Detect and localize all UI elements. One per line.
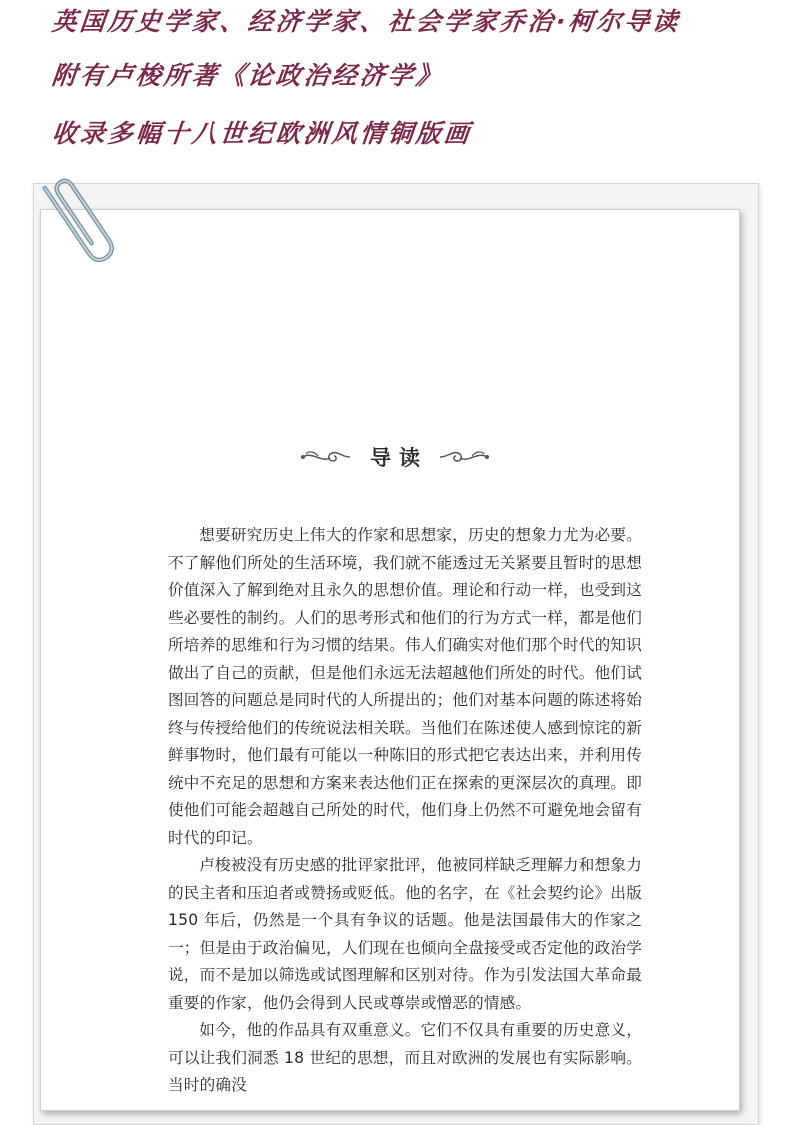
section-heading [0,440,790,474]
introduction-body [168,522,642,1100]
promo-line-appendix: 附有卢梭所著《论政治经济学》 [50,61,446,90]
paragraph-2: 卢梭被没有历史感的批评家批评，他被同样缺乏理解力和想象力的民主者和压迫者或赞扬或贬低。他的名字，在《社会契约论》出版 150 年后，仍然是一个具有争议的话题。他是法国最伟大的作家之一；但是由于政治偏见，人们现在也倾向全盘接受或否定他的政治学说，而不是加以筛选或试图理解和区别对待。作为引发法国大革命最重要的作家，他仍会得到人民或尊崇或憎恶的情感。 [168,856,642,1012]
flourish-left-icon [300,447,352,467]
promo-line-engravings: 收录多幅十八世纪欧洲风情铜版画 [50,119,474,148]
flourish-right-icon [438,447,490,467]
paragraph-3: 如今，他的作品具有双重意义。它们不仅具有重要的历史意义，可以让我们洞悉 18 世纪的思想，而且对欧洲的发展也有实际影响。当时的确没 [168,1021,642,1094]
paragraph-1: 想要研究历史上伟大的作家和思想家，历史的想象力尤为必要。不了解他们所处的生活环境，我们就不能透过无关紧要且暂时的思想价值深入了解到绝对且永久的思想价值。理论和行动一样，也受到这些必要性的制约。人们的思考形式和他们的行为方式一样，都是他们所培养的思维和行为习惯的结果。伟人们确实对他们那个时代的知识做出了自己的贡献，但是他们永远无法超越他们所处的时代。他们试图回答的问题总是同时代的人所提出的；他们对基本问题的陈述将始终与传授给他们的传统说法相关联。当他们在陈述使人感到惊诧的新鲜事物时，他们最有可能以一种陈旧的形式把它表达出来，并利用传统中不充足的思想和方案来表达他们正在探索的更深层次的真理。即使他们可能会超越自己所处的时代，他们身上仍然不可避免地会留有时代的印记。 [168,526,642,847]
paperclip-icon [34,168,118,272]
page-heading: 导读 [370,445,428,470]
promo-line-commentary: 英国历史学家、经济学家、社会学家乔治·柯尔导读 [50,7,682,36]
